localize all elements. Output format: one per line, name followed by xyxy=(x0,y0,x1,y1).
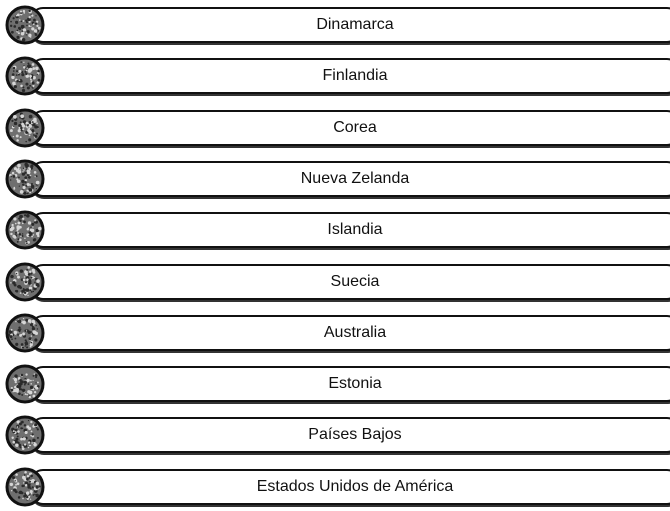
item-label: Finlandia xyxy=(322,67,388,85)
item-label: Islandia xyxy=(327,221,383,239)
list-item xyxy=(0,206,670,254)
list-item xyxy=(0,360,670,408)
list-item xyxy=(0,463,670,511)
item-label: Estonia xyxy=(328,375,382,393)
list-item xyxy=(0,52,670,100)
list-item xyxy=(0,411,670,459)
item-label: Estados Unidos de América xyxy=(256,477,454,495)
list-item xyxy=(0,104,670,152)
item-label: Dinamarca xyxy=(316,16,394,33)
item-label: Países Bajos xyxy=(308,426,402,444)
list-item xyxy=(0,258,670,306)
list-item xyxy=(0,155,670,203)
item-label: Australia xyxy=(323,323,387,341)
item-label: Nueva Zelanda xyxy=(300,169,410,187)
item-label: Corea xyxy=(333,118,377,136)
item-label: Suecia xyxy=(330,272,380,290)
list-item xyxy=(0,1,670,49)
list-item xyxy=(0,309,670,357)
